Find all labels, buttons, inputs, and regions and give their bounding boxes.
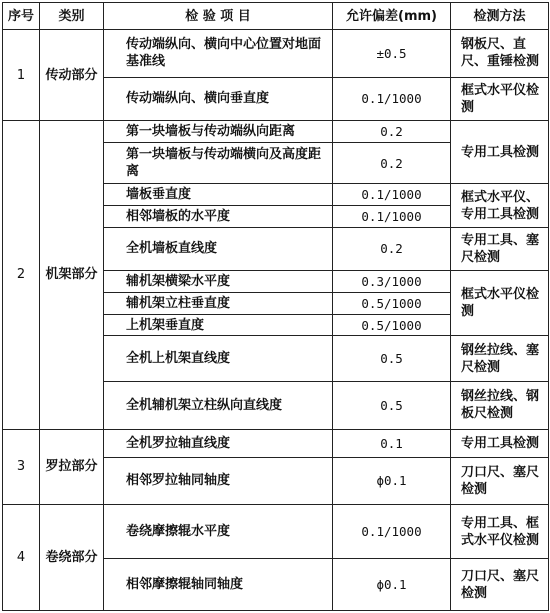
inspection-item: 相邻墙板的水平度	[104, 206, 333, 228]
test-method: 钢丝拉线、塞尺检测	[451, 336, 549, 382]
tolerance-value: 0.1	[333, 429, 451, 457]
tolerance-value: ϕ0.1	[333, 559, 451, 611]
group-number: 1	[3, 30, 40, 121]
inspection-item: 传动端纵向、横向中心位置对地面基准线	[104, 30, 333, 78]
test-method: 框式水平仪检测	[451, 271, 549, 336]
test-method: 专用工具检测	[451, 121, 549, 184]
group-category: 罗拉部分	[40, 429, 104, 505]
tolerance-value: 0.1/1000	[333, 206, 451, 228]
tolerance-value: 0.1/1000	[333, 77, 451, 120]
header-method: 检测方法	[451, 3, 549, 30]
tolerance-value: 0.2	[333, 121, 451, 143]
test-method: 钢板尺、直尺、重锤检测	[451, 30, 549, 78]
inspection-item: 第一块墙板与传动端纵向距离	[104, 121, 333, 143]
group-number: 2	[3, 121, 40, 430]
inspection-item: 上机架垂直度	[104, 314, 333, 336]
inspection-item: 全机罗拉轴直线度	[104, 429, 333, 457]
header-category: 类别	[40, 3, 104, 30]
tolerance-value: 0.1/1000	[333, 505, 451, 559]
tolerance-value: 0.5	[333, 381, 451, 429]
group-category: 机架部分	[40, 121, 104, 430]
header-tolerance: 允许偏差(mm)	[333, 3, 451, 30]
table-row	[3, 429, 549, 457]
inspection-item: 第一块墙板与传动端横向及高度距离	[104, 142, 333, 183]
inspection-item: 相邻摩擦辊轴同轴度	[104, 559, 333, 611]
table-row	[3, 30, 549, 78]
test-method: 专用工具、塞尺检测	[451, 227, 549, 270]
group-category: 传动部分	[40, 30, 104, 121]
inspection-item: 相邻罗拉轴同轴度	[104, 457, 333, 505]
inspection-item: 卷绕摩擦辊水平度	[104, 505, 333, 559]
tolerance-value: ϕ0.1	[333, 457, 451, 505]
tolerance-value: 0.2	[333, 142, 451, 183]
inspection-item: 全机辅机架立柱纵向直线度	[104, 381, 333, 429]
header-row	[3, 3, 549, 30]
tolerance-value: 0.3/1000	[333, 271, 451, 293]
tolerance-value: ±0.5	[333, 30, 451, 78]
table-row	[3, 121, 549, 143]
group-number: 4	[3, 505, 40, 611]
table-row	[3, 505, 549, 559]
tolerance-value: 0.1/1000	[333, 184, 451, 206]
tolerance-value: 0.5/1000	[333, 292, 451, 314]
test-method: 专用工具检测	[451, 429, 549, 457]
tolerance-value: 0.5	[333, 336, 451, 382]
header-item: 检 验 项 目	[104, 3, 333, 30]
tolerance-value: 0.5/1000	[333, 314, 451, 336]
test-method: 专用工具、框式水平仪检测	[451, 505, 549, 559]
test-method: 框式水平仪、专用工具检测	[451, 184, 549, 227]
test-method: 刀口尺、塞尺检测	[451, 559, 549, 611]
inspection-item: 墙板垂直度	[104, 184, 333, 206]
group-category: 卷绕部分	[40, 505, 104, 611]
group-number: 3	[3, 429, 40, 505]
test-method: 刀口尺、塞尺检测	[451, 457, 549, 505]
test-method: 框式水平仪检测	[451, 77, 549, 120]
header-no: 序号	[3, 3, 40, 30]
inspection-table	[2, 2, 549, 611]
inspection-item: 辅机架横梁水平度	[104, 271, 333, 293]
inspection-item: 传动端纵向、横向垂直度	[104, 77, 333, 120]
inspection-item: 全机上机架直线度	[104, 336, 333, 382]
test-method: 钢丝拉线、钢板尺检测	[451, 381, 549, 429]
tolerance-value: 0.2	[333, 227, 451, 270]
inspection-item: 全机墙板直线度	[104, 227, 333, 270]
inspection-item: 辅机架立柱垂直度	[104, 292, 333, 314]
